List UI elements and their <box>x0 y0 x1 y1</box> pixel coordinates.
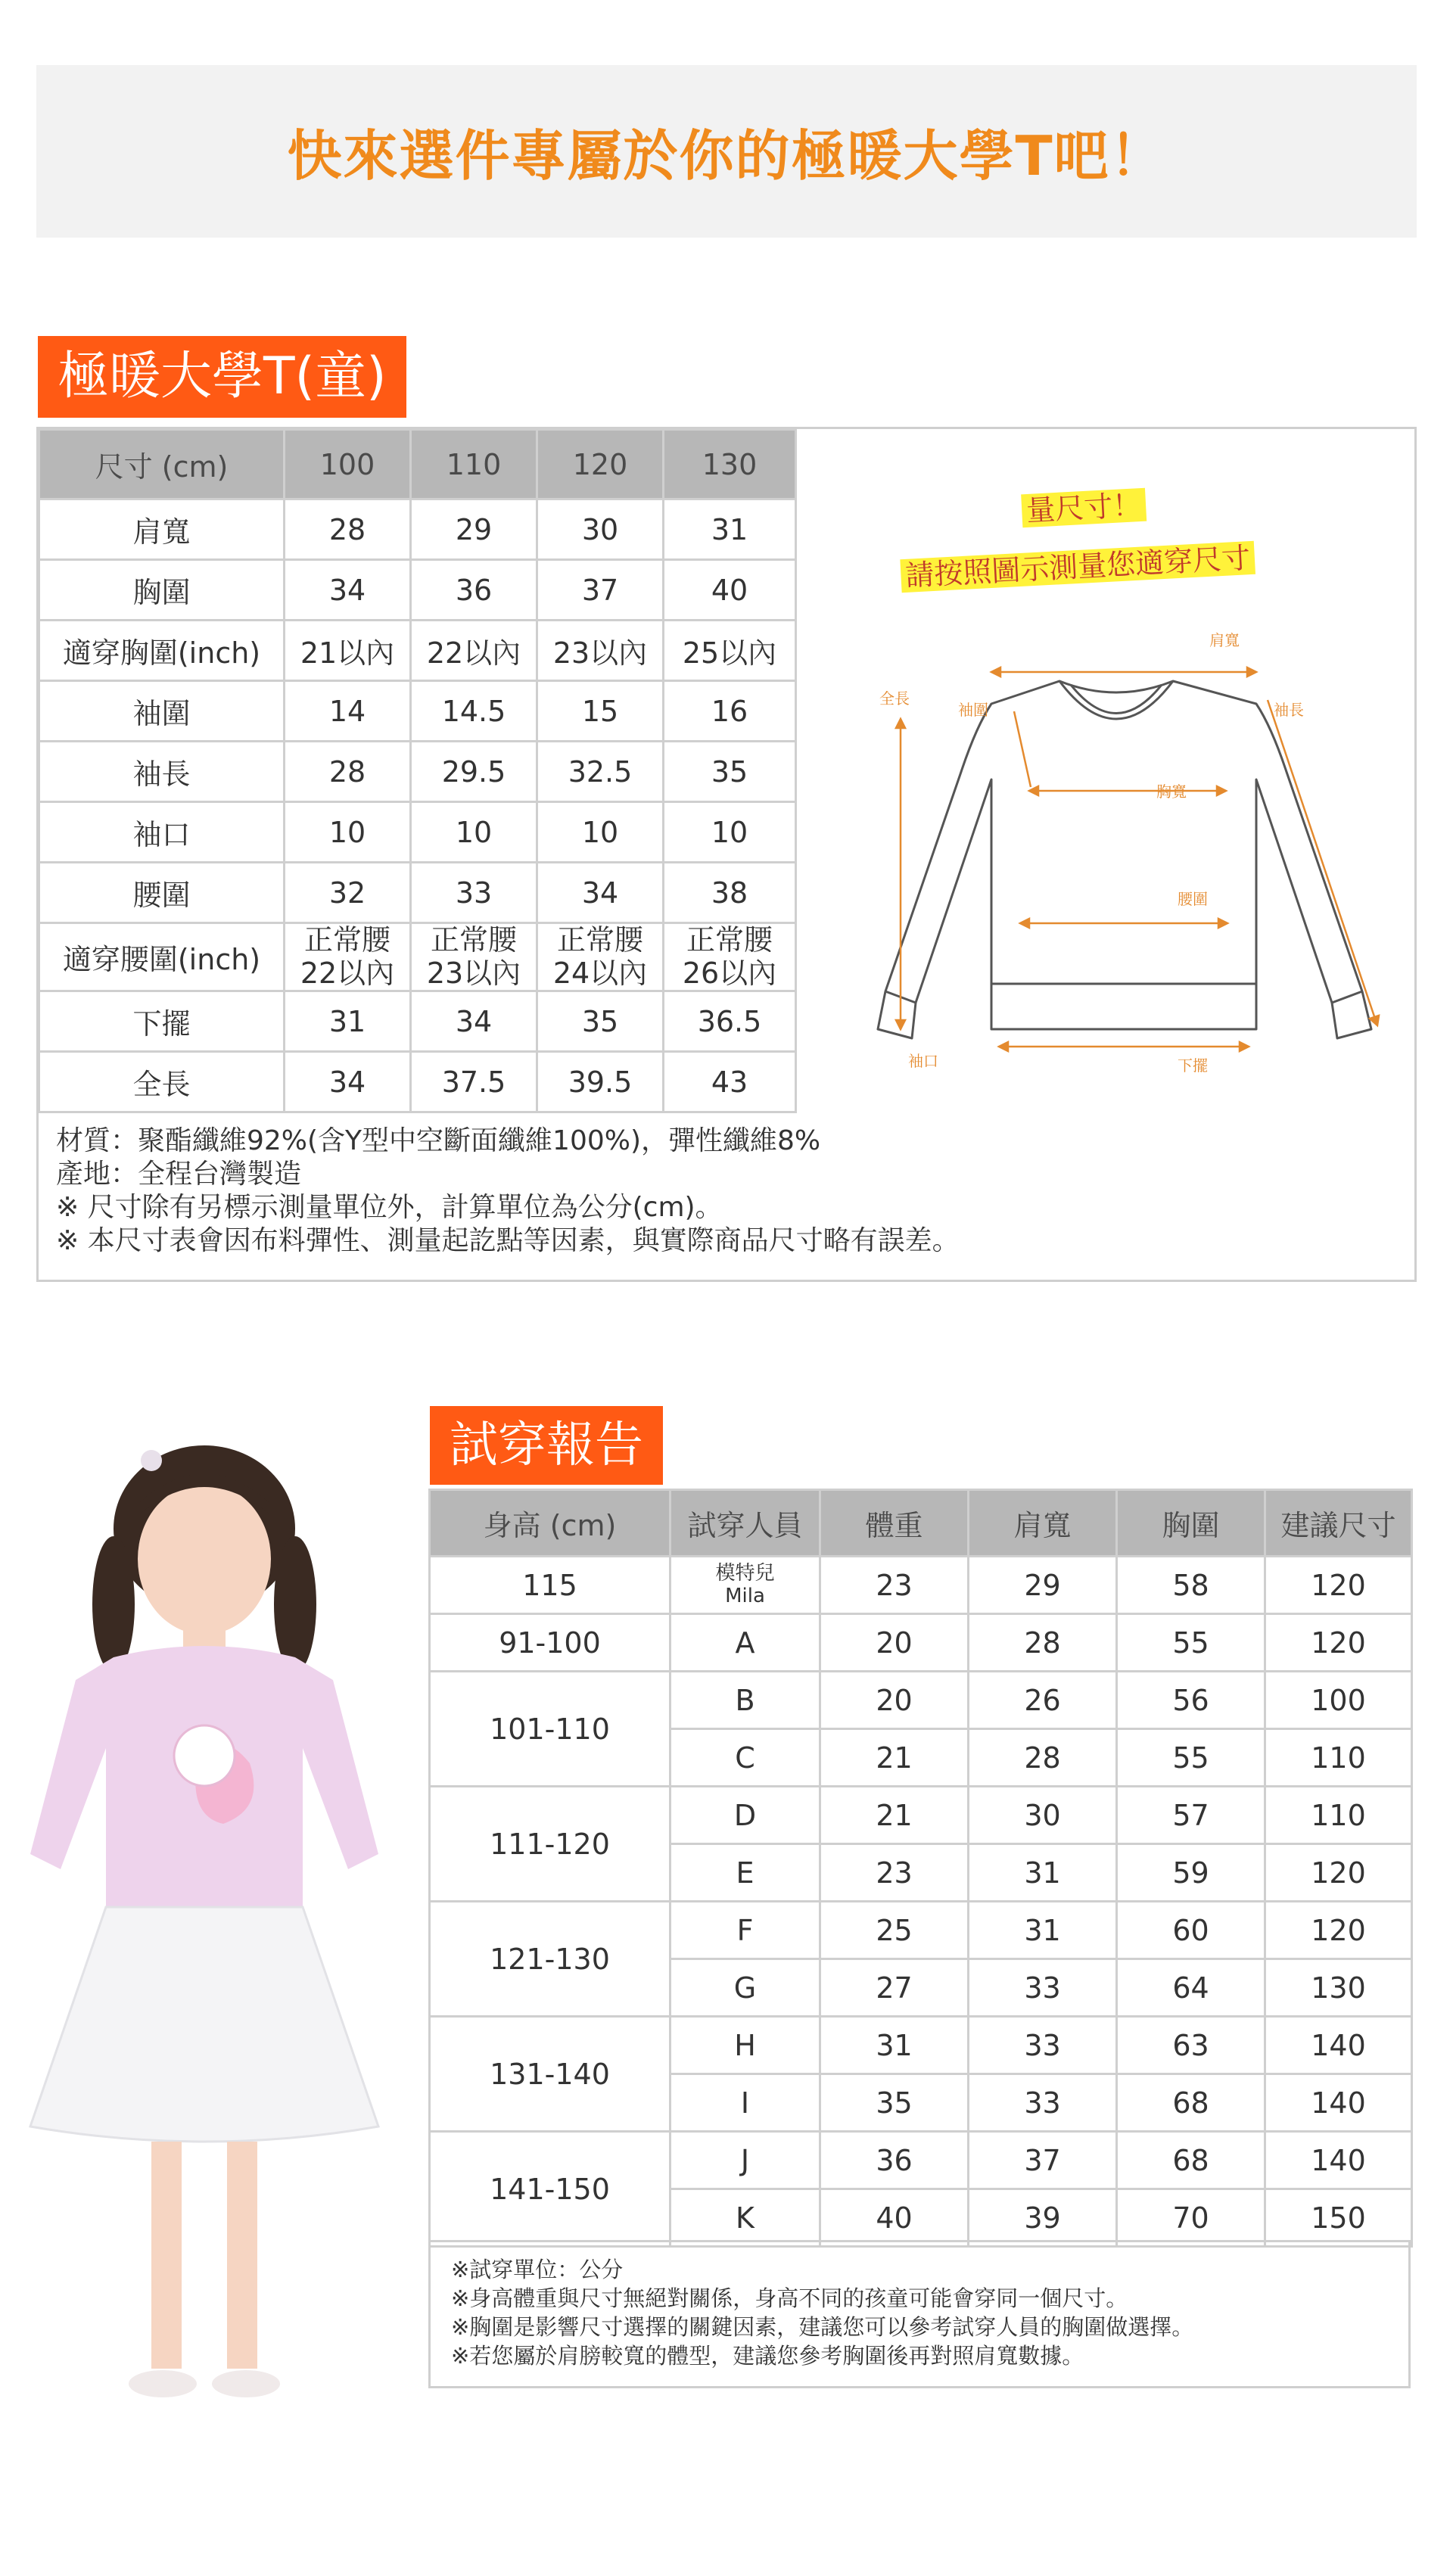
size-cell: 30 <box>537 499 664 560</box>
fit-weight-cell: 23 <box>820 1844 969 1902</box>
size-cell: 43 <box>664 1052 796 1112</box>
fit-shoulder-cell: 31 <box>969 1902 1117 1959</box>
tolerance-note: ※ 本尺寸表會因布料彈性、測量起訖點等因素，與實際商品尺寸略有誤差。 <box>56 1225 960 1256</box>
fit-chest-cell: 64 <box>1117 1959 1265 2017</box>
size-cell-line2: 23以內 <box>426 956 521 990</box>
fit-size-cell: 120 <box>1265 1844 1412 1902</box>
size-cell: 14.5 <box>411 681 537 742</box>
size-table <box>38 428 797 1113</box>
fit-chest-cell: 68 <box>1117 2074 1265 2132</box>
fit-weight-cell: 36 <box>820 2132 969 2189</box>
fit-shoulder-cell: 30 <box>969 1787 1117 1844</box>
fit-size-cell: 110 <box>1265 1729 1412 1787</box>
size-cell: 31 <box>285 991 411 1052</box>
size-row <box>39 863 796 923</box>
label-hem: 下擺 <box>1178 1056 1208 1075</box>
size-cell-line1: 正常腰 <box>303 923 390 957</box>
model-face <box>138 1483 271 1635</box>
size-cell <box>664 923 796 991</box>
origin-note: 產地：全程台灣製造 <box>56 1159 302 1190</box>
size-cell: 31 <box>664 499 796 560</box>
fit-size-cell: 140 <box>1265 2132 1412 2189</box>
size-cell: 29 <box>411 499 537 560</box>
fit-model-cell: H <box>670 2017 820 2074</box>
fit-chest-cell: 57 <box>1117 1787 1265 1844</box>
fit-chest-cell: 58 <box>1117 1557 1265 1614</box>
size-cell: 32.5 <box>537 742 664 802</box>
label-sleeve-length: 袖長 <box>1274 701 1304 719</box>
fit-model-cell: J <box>670 2132 820 2189</box>
size-row <box>39 802 796 863</box>
size-cell <box>537 923 664 991</box>
fit-model-line1: 模特兒 <box>715 1561 775 1585</box>
fit-weight-cell: 23 <box>820 1557 969 1614</box>
fit-height-cell: 141-150 <box>430 2132 670 2247</box>
size-row-label: 肩寬 <box>39 499 285 560</box>
size-cell: 22以內 <box>411 621 537 681</box>
size-cell: 36.5 <box>664 991 796 1052</box>
fit-weight-cell: 20 <box>820 1672 969 1729</box>
fit-row <box>430 2132 1412 2189</box>
fit-chest-cell: 55 <box>1117 1729 1265 1787</box>
fit-shoulder-cell: 31 <box>969 1844 1117 1902</box>
fit-weight-cell: 27 <box>820 1959 969 2017</box>
unit-note: ※ 尺寸除有另標示測量單位外，計算單位為公分(cm)。 <box>56 1192 723 1223</box>
fit-chest-cell: 63 <box>1117 2017 1265 2074</box>
size-row-label: 適穿胸圍(inch) <box>39 621 285 681</box>
fit-header-2: 體重 <box>820 1490 969 1557</box>
fit-model-cell: G <box>670 1959 820 2017</box>
fit-table-header <box>430 1490 1412 1557</box>
size-cell: 34 <box>537 863 664 923</box>
size-row <box>39 991 796 1052</box>
fit-model-cell: C <box>670 1729 820 1787</box>
size-cell-line2: 26以內 <box>682 956 777 990</box>
size-row <box>39 499 796 560</box>
size-cell: 10 <box>537 802 664 863</box>
fit-report-title: 試穿報告 <box>430 1406 663 1485</box>
label-full-length: 全長 <box>879 689 910 708</box>
fit-chest-cell: 56 <box>1117 1672 1265 1729</box>
size-header-label: 尺寸 (cm) <box>39 430 285 499</box>
size-cell: 28 <box>285 499 411 560</box>
size-row-label: 袖口 <box>39 802 285 863</box>
size-row-label: 全長 <box>39 1052 285 1112</box>
size-cell: 25以內 <box>664 621 796 681</box>
size-cell-line1: 正常腰 <box>686 923 773 957</box>
fit-weight-cell: 20 <box>820 1614 969 1672</box>
size-cell-line1: 正常腰 <box>430 923 517 957</box>
size-cell: 14 <box>285 681 411 742</box>
label-cuff: 袖口 <box>908 1052 938 1070</box>
fit-model-cell: A <box>670 1614 820 1672</box>
size-header-120: 120 <box>537 430 664 499</box>
fit-shoulder-cell: 28 <box>969 1614 1117 1672</box>
sweater-diagram <box>832 454 1415 1120</box>
size-chart-notes <box>56 1125 960 1258</box>
fit-weight-cell: 40 <box>820 2189 969 2247</box>
model-skirt <box>30 1907 378 2142</box>
material-note: 材質：聚酯纖維92%(含Y型中空斷面纖維100%)，彈性纖維8% <box>56 1125 821 1156</box>
fit-size-cell: 120 <box>1265 1902 1412 1959</box>
sweater-left-cuff <box>878 991 916 1038</box>
fit-header-1: 試穿人員 <box>670 1490 820 1557</box>
sleeve-width-arrow <box>1014 711 1031 787</box>
fit-shoulder-cell: 33 <box>969 1959 1117 2017</box>
size-cell-line2: 22以內 <box>300 956 395 990</box>
sweater-right-cuff <box>1332 991 1371 1038</box>
size-cell: 34 <box>285 1052 411 1112</box>
fit-note-chest: ※胸圍是影響尺寸選擇的關鍵因素，建議您可以參考試穿人員的胸圍做選擇。 <box>451 2314 1194 2340</box>
size-row-label: 胸圍 <box>39 560 285 621</box>
size-cell: 37.5 <box>411 1052 537 1112</box>
fit-weight-cell: 25 <box>820 1902 969 1959</box>
size-cell: 36 <box>411 560 537 621</box>
fit-height-cell: 101-110 <box>430 1672 670 1787</box>
fit-size-cell: 140 <box>1265 2074 1412 2132</box>
fit-size-cell: 120 <box>1265 1557 1412 1614</box>
fit-size-cell: 120 <box>1265 1614 1412 1672</box>
fit-shoulder-cell: 33 <box>969 2074 1117 2132</box>
fit-header-3: 肩寬 <box>969 1490 1117 1557</box>
fit-row <box>430 1557 1412 1614</box>
fit-chest-cell: 70 <box>1117 2189 1265 2247</box>
size-cell: 39.5 <box>537 1052 664 1112</box>
fit-chest-cell: 60 <box>1117 1902 1265 1959</box>
fit-model-cell: E <box>670 1844 820 1902</box>
fit-row <box>430 1672 1412 1729</box>
fit-row <box>430 2017 1412 2074</box>
size-row <box>39 742 796 802</box>
label-sleeve-width: 袖圍 <box>958 701 988 719</box>
top-banner <box>36 65 1417 238</box>
fit-size-cell: 140 <box>1265 2017 1412 2074</box>
fit-model-cell: D <box>670 1787 820 1844</box>
size-cell: 15 <box>537 681 664 742</box>
size-row <box>39 560 796 621</box>
fit-shoulder-cell: 28 <box>969 1729 1117 1787</box>
size-row <box>39 621 796 681</box>
label-chest: 胸寬 <box>1156 782 1187 801</box>
fit-note-height: ※身高體重與尺寸無絕對關係，身高不同的孩童可能會穿同一個尺寸。 <box>451 2285 1128 2311</box>
fit-header-0: 身高 (cm) <box>430 1490 670 1557</box>
size-cell: 10 <box>285 802 411 863</box>
fit-chest-cell: 59 <box>1117 1844 1265 1902</box>
size-header-110: 110 <box>411 430 537 499</box>
fit-height-cell: 115 <box>430 1557 670 1614</box>
size-row-label: 下擺 <box>39 991 285 1052</box>
fit-header-5: 建議尺寸 <box>1265 1490 1412 1557</box>
fit-shoulder-cell: 29 <box>969 1557 1117 1614</box>
size-cell: 16 <box>664 681 796 742</box>
size-cell <box>411 923 537 991</box>
fit-weight-cell: 21 <box>820 1729 969 1787</box>
fit-chest-cell: 68 <box>1117 2132 1265 2189</box>
size-table-header <box>39 430 796 499</box>
fit-size-cell: 110 <box>1265 1787 1412 1844</box>
diagram-note-line2: 請按照圖示測量您適穿尺寸 <box>900 534 1255 594</box>
fit-model-line2: Mila <box>725 1584 765 1607</box>
fit-table <box>428 1489 1413 2248</box>
fit-shoulder-cell: 26 <box>969 1672 1117 1729</box>
size-header-130: 130 <box>664 430 796 499</box>
size-cell: 35 <box>537 991 664 1052</box>
size-cell: 34 <box>285 560 411 621</box>
fit-model-cell: K <box>670 2189 820 2247</box>
size-cell-line2: 24以內 <box>552 956 648 990</box>
fit-height-cell: 131-140 <box>430 2017 670 2132</box>
size-cell: 40 <box>664 560 796 621</box>
size-row-label: 袖長 <box>39 742 285 802</box>
size-chart-title: 極暖大學T(童) <box>38 336 406 418</box>
fit-row <box>430 1787 1412 1844</box>
fit-model-cell: F <box>670 1902 820 1959</box>
fit-shoulder-cell: 37 <box>969 2132 1117 2189</box>
fit-note-shoulder: ※若您屬於肩膀較寬的體型，建議您參考胸圍後再對照肩寬數據。 <box>451 2343 1084 2369</box>
size-cell: 37 <box>537 560 664 621</box>
fit-height-cell: 121-130 <box>430 1902 670 2017</box>
fit-weight-cell: 31 <box>820 2017 969 2074</box>
fit-size-cell: 100 <box>1265 1672 1412 1729</box>
size-row-label: 腰圍 <box>39 863 285 923</box>
size-cell: 33 <box>411 863 537 923</box>
fit-weight-cell: 21 <box>820 1787 969 1844</box>
fit-model-cell: I <box>670 2074 820 2132</box>
size-cell: 34 <box>411 991 537 1052</box>
size-row-label: 袖圍 <box>39 681 285 742</box>
size-cell: 23以內 <box>537 621 664 681</box>
banner-title: 快來選件專屬於你的極暖大學T吧！ <box>287 124 1166 188</box>
size-row-label: 適穿腰圍(inch) <box>39 923 285 991</box>
fit-size-cell: 150 <box>1265 2189 1412 2247</box>
fit-shoulder-cell: 39 <box>969 2189 1117 2247</box>
size-header-100: 100 <box>285 430 411 499</box>
label-shoulder: 肩寬 <box>1209 631 1240 649</box>
fit-height-cell: 91-100 <box>430 1614 670 1672</box>
size-cell: 10 <box>664 802 796 863</box>
size-row <box>39 681 796 742</box>
size-cell <box>285 923 411 991</box>
fit-chest-cell: 55 <box>1117 1614 1265 1672</box>
fit-header-4: 胸圍 <box>1117 1490 1265 1557</box>
fit-row <box>430 1614 1412 1672</box>
size-cell: 29.5 <box>411 742 537 802</box>
size-cell: 38 <box>664 863 796 923</box>
model-photo <box>15 1430 394 2437</box>
fit-weight-cell: 35 <box>820 2074 969 2132</box>
size-row <box>39 923 796 991</box>
fit-row <box>430 1902 1412 1959</box>
size-cell: 21以內 <box>285 621 411 681</box>
fit-size-cell: 130 <box>1265 1959 1412 2017</box>
fit-height-cell: 111-120 <box>430 1787 670 1902</box>
size-cell: 28 <box>285 742 411 802</box>
fit-shoulder-cell: 33 <box>969 2017 1117 2074</box>
label-waist: 腰圍 <box>1178 890 1208 908</box>
size-cell: 10 <box>411 802 537 863</box>
size-cell: 35 <box>664 742 796 802</box>
fit-note-unit: ※試穿單位：公分 <box>451 2257 624 2282</box>
size-cell: 32 <box>285 863 411 923</box>
fit-notes <box>451 2255 1193 2370</box>
size-row <box>39 1052 796 1112</box>
sweater-body-outline <box>885 681 1362 1003</box>
diagram-note-line1: 量尺寸！ <box>1021 481 1147 530</box>
fit-model-cell <box>670 1557 820 1614</box>
size-cell-line1: 正常腰 <box>556 923 643 957</box>
sweater-hem-band <box>991 984 1256 1029</box>
fit-model-cell: B <box>670 1672 820 1729</box>
